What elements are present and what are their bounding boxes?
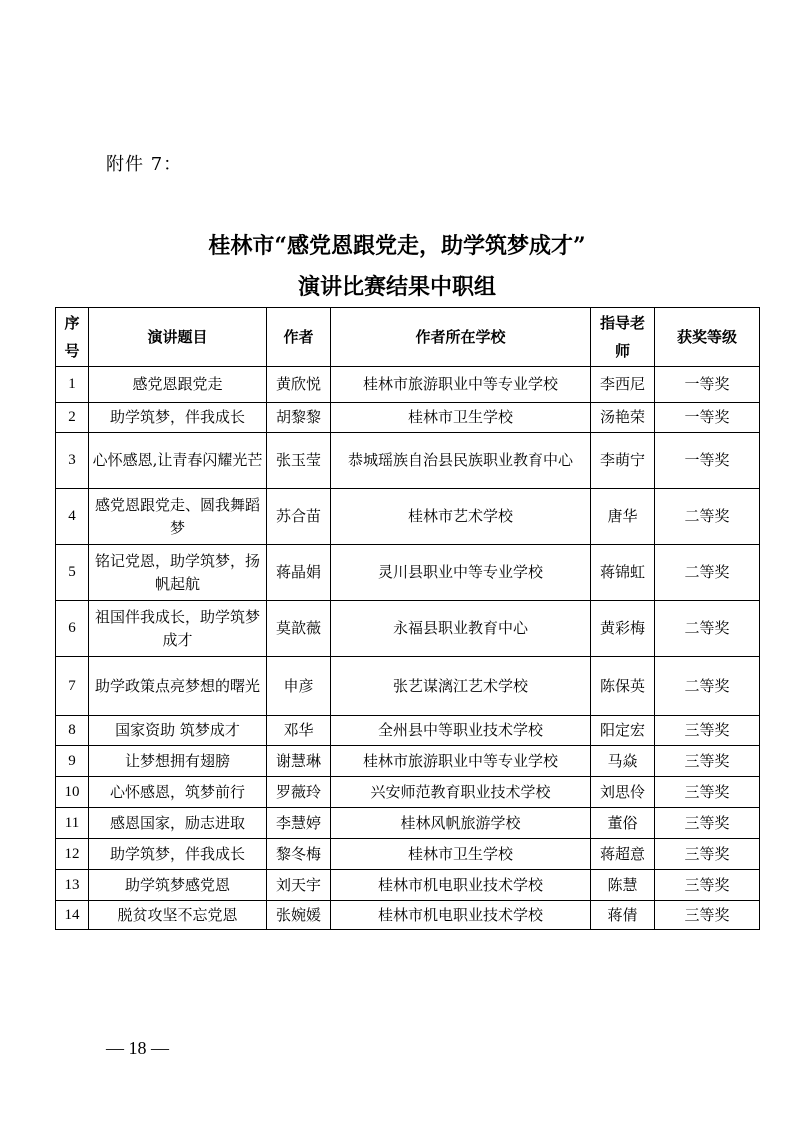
cell-teacher: 蒋超意: [591, 839, 655, 870]
cell-teacher: 李西尼: [591, 367, 655, 403]
cell-school: 张艺谋漓江艺术学校: [331, 657, 591, 716]
cell-author: 苏合苗: [267, 489, 331, 545]
cell-topic: 心怀感恩,让青春闪耀光芒: [89, 433, 267, 489]
cell-index: 1: [56, 367, 89, 403]
cell-teacher: 董俗: [591, 808, 655, 839]
table-row: [56, 808, 760, 839]
cell-school: 桂林风帆旅游学校: [331, 808, 591, 839]
cell-index: 12: [56, 839, 89, 870]
header-topic: 演讲题目: [89, 308, 267, 367]
cell-school: 永福县职业教育中心: [331, 601, 591, 657]
cell-topic: 助学筑梦，伴我成长: [89, 403, 267, 433]
cell-topic: 国家资助 筑梦成才: [89, 716, 267, 746]
cell-school: 桂林市旅游职业中等专业学校: [331, 367, 591, 403]
document-title-line2: 演讲比赛结果中职组: [297, 274, 496, 300]
cell-school: 桂林市旅游职业中等专业学校: [331, 746, 591, 777]
cell-author: 张玉莹: [267, 433, 331, 489]
cell-teacher: 陈保英: [591, 657, 655, 716]
table-row: [56, 403, 760, 433]
table-row: [56, 716, 760, 746]
cell-author: 邓华: [267, 716, 331, 746]
cell-index: 4: [56, 489, 89, 545]
cell-teacher: 蒋锦虹: [591, 545, 655, 601]
table-row: [56, 839, 760, 870]
cell-author: 黎冬梅: [267, 839, 331, 870]
cell-teacher: 阳定宏: [591, 716, 655, 746]
cell-index: 7: [56, 657, 89, 716]
cell-teacher: 黄彩梅: [591, 601, 655, 657]
cell-author: 申彦: [267, 657, 331, 716]
cell-school: 兴安师范教育职业技术学校: [331, 777, 591, 808]
table-row: [56, 433, 760, 489]
cell-index: 6: [56, 601, 89, 657]
cell-index: 2: [56, 403, 89, 433]
header-index: 序号: [56, 308, 89, 367]
attachment-label: 附件 7：: [106, 154, 183, 175]
cell-author: 胡黎黎: [267, 403, 331, 433]
page-number: — 18 —: [106, 1038, 169, 1058]
table-row: [56, 489, 760, 545]
table-row: [56, 901, 760, 930]
cell-author: 刘天宇: [267, 870, 331, 901]
table-row: [56, 601, 760, 657]
cell-award: 三等奖: [655, 901, 760, 930]
table-body: [56, 367, 760, 930]
cell-award: 一等奖: [655, 433, 760, 489]
cell-teacher: 李萌宁: [591, 433, 655, 489]
cell-award: 一等奖: [655, 367, 760, 403]
results-table: [55, 307, 760, 930]
cell-topic: 感党恩跟党走、圆我舞蹈梦: [89, 489, 267, 545]
cell-topic: 让梦想拥有翅膀: [89, 746, 267, 777]
cell-author: 莫歆薇: [267, 601, 331, 657]
cell-index: 14: [56, 901, 89, 930]
cell-award: 一等奖: [655, 403, 760, 433]
cell-teacher: 唐华: [591, 489, 655, 545]
cell-author: 李慧婷: [267, 808, 331, 839]
cell-index: 9: [56, 746, 89, 777]
cell-award: 二等奖: [655, 489, 760, 545]
cell-school: 桂林市机电职业技术学校: [331, 901, 591, 930]
header-teacher: 指导老师: [591, 308, 655, 367]
cell-topic: 感恩国家，励志进取: [89, 808, 267, 839]
cell-award: 二等奖: [655, 657, 760, 716]
document-title-line1: 桂林市“感党恩跟党走，助学筑梦成才”: [208, 233, 586, 259]
cell-award: 二等奖: [655, 601, 760, 657]
header-author: 作者: [267, 308, 331, 367]
cell-award: 三等奖: [655, 716, 760, 746]
cell-author: 张婉媛: [267, 901, 331, 930]
cell-author: 谢慧琳: [267, 746, 331, 777]
cell-teacher: 刘思伶: [591, 777, 655, 808]
cell-award: 三等奖: [655, 777, 760, 808]
header-award: 获奖等级: [655, 308, 760, 367]
cell-school: 桂林市卫生学校: [331, 839, 591, 870]
cell-school: 恭城瑶族自治县民族职业教育中心: [331, 433, 591, 489]
table-row: [56, 545, 760, 601]
cell-school: 灵川县职业中等专业学校: [331, 545, 591, 601]
cell-teacher: 蒋倩: [591, 901, 655, 930]
cell-topic: 心怀感恩，筑梦前行: [89, 777, 267, 808]
cell-award: 三等奖: [655, 870, 760, 901]
cell-index: 11: [56, 808, 89, 839]
cell-index: 8: [56, 716, 89, 746]
cell-topic: 铭记党恩，助学筑梦，扬帆起航: [89, 545, 267, 601]
cell-teacher: 陈慧: [591, 870, 655, 901]
cell-index: 13: [56, 870, 89, 901]
table-row: [56, 657, 760, 716]
cell-index: 3: [56, 433, 89, 489]
table-row: [56, 777, 760, 808]
cell-topic: 脱贫攻坚不忘党恩: [89, 901, 267, 930]
cell-index: 10: [56, 777, 89, 808]
header-school: 作者所在学校: [331, 308, 591, 367]
table-row: [56, 367, 760, 403]
cell-school: 全州县中等职业技术学校: [331, 716, 591, 746]
cell-award: 三等奖: [655, 839, 760, 870]
cell-index: 5: [56, 545, 89, 601]
cell-topic: 感党恩跟党走: [89, 367, 267, 403]
cell-award: 三等奖: [655, 808, 760, 839]
cell-author: 黄欣悦: [267, 367, 331, 403]
table-row: [56, 746, 760, 777]
cell-topic: 助学筑梦感党恩: [89, 870, 267, 901]
cell-teacher: 汤艳荣: [591, 403, 655, 433]
cell-award: 二等奖: [655, 545, 760, 601]
cell-school: 桂林市卫生学校: [331, 403, 591, 433]
cell-topic: 祖国伴我成长，助学筑梦成才: [89, 601, 267, 657]
cell-school: 桂林市艺术学校: [331, 489, 591, 545]
cell-award: 三等奖: [655, 746, 760, 777]
table-row: [56, 870, 760, 901]
cell-topic: 助学政策点亮梦想的曙光: [89, 657, 267, 716]
cell-school: 桂林市机电职业技术学校: [331, 870, 591, 901]
table-header-row: [56, 308, 760, 367]
cell-author: 蒋晶娟: [267, 545, 331, 601]
cell-teacher: 马焱: [591, 746, 655, 777]
cell-topic: 助学筑梦，伴我成长: [89, 839, 267, 870]
cell-author: 罗薇玲: [267, 777, 331, 808]
